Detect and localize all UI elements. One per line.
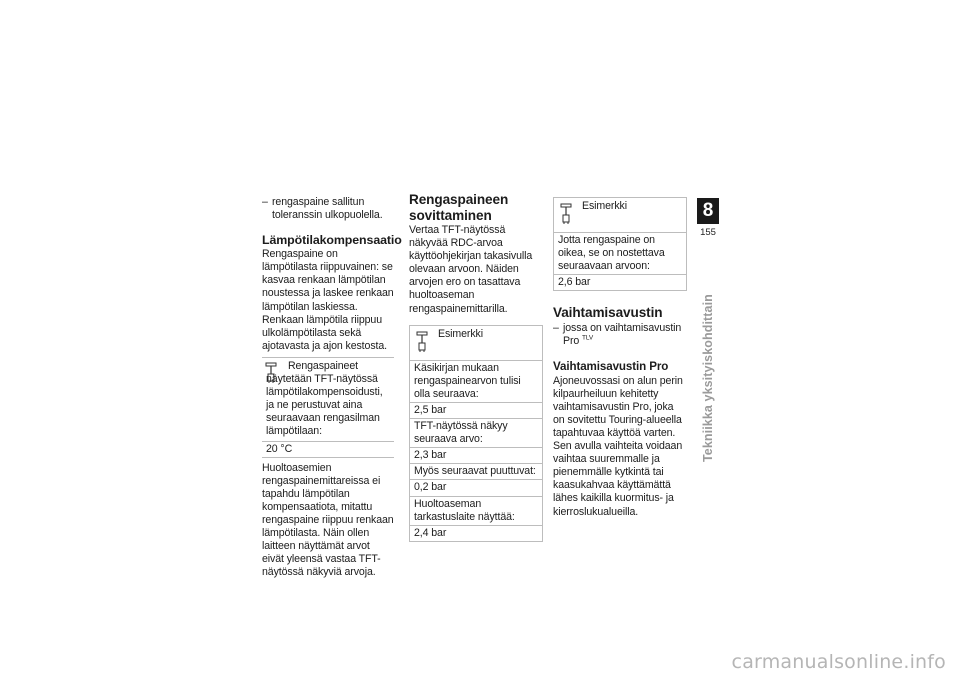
bullet-item <box>553 322 687 348</box>
paragraph-temperature: Rengaspaine on lämpötilasta riippuvainen: se kasvaa renkaan lämpötilan noustessa ja laskee renkaan lämpötilan laskiessa. Renkaan lämpötila riippuu ulkolämpötilasta sekä ajotavasta ja ajon kestosta. <box>262 248 394 352</box>
column-3 <box>553 196 687 519</box>
example-rows <box>410 360 542 541</box>
example-row: 2,6 bar <box>558 276 591 289</box>
heading-temperature-compensation: Lämpötilakompensaatio <box>262 233 402 248</box>
bullet-superscript: TLV <box>582 334 594 342</box>
example-box-1 <box>409 325 543 542</box>
note-value: 20 °C <box>262 441 394 457</box>
example-row: 2,3 bar <box>410 448 542 464</box>
paragraph-compare: Vertaa TFT-näytössä näkyvää RDC-arvoa käyttöohjekirjan takasivulla olevaan arvoon. Näiden arvojen ero on tasattava huoltoaseman rengaspainemittarilla. <box>409 224 533 315</box>
tire-pressure-gauge-icon <box>560 203 572 225</box>
chapter-number-badge: 8 <box>697 198 719 224</box>
page-number: 155 <box>700 227 716 238</box>
watermark: carmanualsonline.info <box>731 651 946 673</box>
column-1 <box>262 196 402 579</box>
example-header <box>410 326 542 360</box>
bullet-text: rengaspaine sallitun toleranssin ulkopuolella. <box>272 196 383 222</box>
example-rows <box>554 232 686 290</box>
example-label: Esimerkki <box>582 200 628 212</box>
example-row: 2,5 bar <box>410 403 542 419</box>
example-row: Jotta rengaspaine on oikea, se on nostettava seuraavaan arvoon: <box>554 233 686 275</box>
tire-pressure-gauge-icon <box>416 331 428 353</box>
example-label: Esimerkki <box>438 327 484 340</box>
example-row: Käsikirjan mukaan rengaspainearvon tulisi olla seuraava: <box>410 361 542 403</box>
example-box-2 <box>553 197 687 291</box>
chapter-title-text: Tekniikka yksityiskohdittain <box>701 294 715 462</box>
example-row: Myös seuraavat puuttuvat: <box>410 464 542 480</box>
bullet-item <box>262 196 394 222</box>
example-row: TFT-näytössä näkyy seuraava arvo: <box>410 419 542 448</box>
paragraph-shift-assistant: Ajoneuvossasi on alun perin kilpaurheiluun kehitetty vaihtamisavustin Pro, joka on sovitettu Touring-alueella tapahtuvaa käyttöä varten. Sen avulla vaihteita voidaan vaihtaa suuremmalle ja pienemmälle kytkintä tai kaasukahvaa käyttämättä lähes kaikilla kuormitus- ja kierroslukualueilla. <box>553 374 683 518</box>
heading-shift-assistant: Vaihtamisavustin <box>553 305 663 321</box>
heading-tire-pressure-adjustment: Rengaspaineen sovittaminen <box>409 192 509 223</box>
subheading-shift-assistant-pro: Vaihtamisavustin Pro <box>553 360 669 374</box>
tire-pressure-gauge-icon <box>265 362 277 384</box>
column-2 <box>409 192 543 546</box>
bullet-text: jossa on vaihtamisavustin Pro <box>563 321 682 347</box>
example-row: 2,4 bar <box>414 526 447 539</box>
example-header <box>554 198 686 232</box>
example-row: Huoltoaseman tarkastuslaite näyttää: <box>410 497 542 526</box>
note-header <box>262 358 394 441</box>
example-row: 0,2 bar <box>410 480 542 496</box>
bullet-dash: – <box>262 196 268 208</box>
note-text: Rengaspaineet näytetään TFT-näytössä lämpötilakompensoidusti, ja ne perustuvat aina seuraavaan rengasilman lämpötilaan: <box>266 359 383 438</box>
bullet-dash: – <box>553 321 559 334</box>
note-box <box>262 357 394 458</box>
paragraph-gas-station: Huoltoasemien rengaspainemittareissa ei tapahdu lämpötilan kompensaatiota, mitattu rengaspaine riippuu renkaan lämpötilasta. Näin ollen laitteen näyttämät arvot eivät yleensä vastaa TFT-näytössä näkyviä arvoja. <box>262 461 394 579</box>
